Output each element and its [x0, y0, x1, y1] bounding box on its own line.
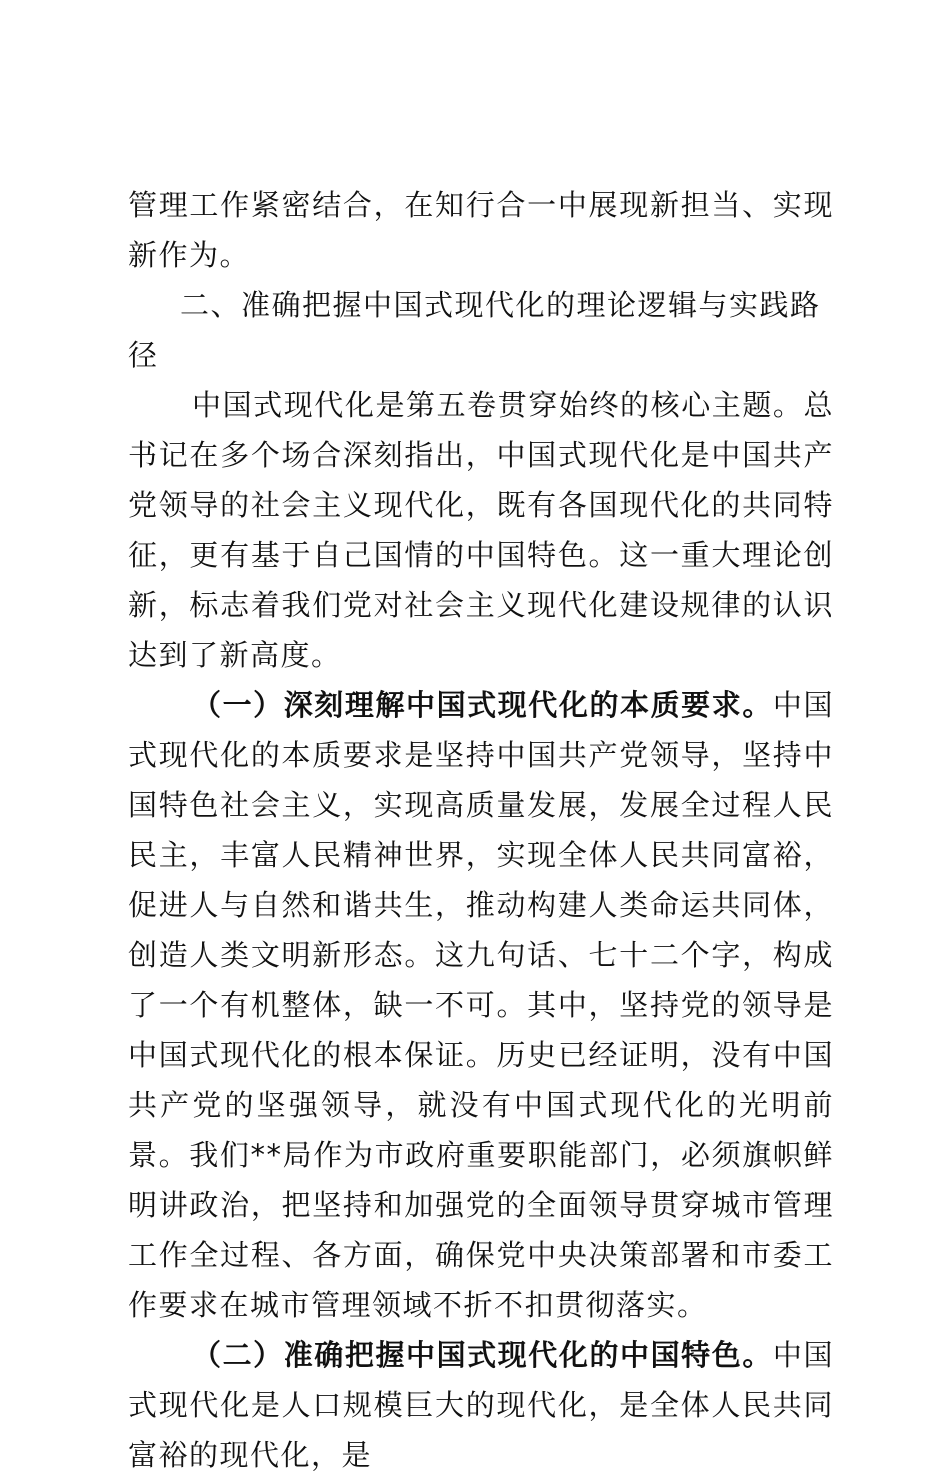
- paragraph-body: 中国式现代化是第五卷贯穿始终的核心主题。总书记在多个场合深刻指出，中国式现代化是中国共产党领导的社会主义现代化，既有各国现代化的共同特征，更有基于自己国情的中国特色。这一重大理论创新，标志着我们党对社会主义现代化建设规律的认识达到了新高度。: [128, 388, 834, 672]
- paragraph-subsection-1: [128, 680, 834, 1330]
- subsection-1-text: 中国式现代化的本质要求是坚持中国共产党领导，坚持中国特色社会主义，实现高质量发展，发展全过程人民民主，丰富人民精神世界，实现全体人民共同富裕，促进人与自然和谐共生，推动构建人类命运共同体，创造人类文明新形态。这九句话、七十二个字，构成了一个有机整体，缺一不可。其中，坚持党的领导是中国式现代化的根本保证。历史已经证明，没有中国共产党的坚强领导，就没有中国式现代化的光明前景。我们**局作为市政府重要职能部门，必须旗帜鲜明讲政治，把坚持和加强党的全面领导贯穿城市管理工作全过程、各方面，确保党中央决策部署和市委工作要求在城市管理领域不折不扣贯彻落实。: [128, 688, 834, 1322]
- paragraph-subsection-2: [128, 1330, 834, 1480]
- paragraph-continuation: 管理工作紧密结合，在知行合一中展现新担当、实现新作为。: [128, 188, 834, 272]
- subsection-2-text: 中国式现代化是人口规模巨大的现代化，是全体人民共同富裕的现代化，是: [128, 1338, 834, 1472]
- document-page: [128, 180, 834, 1480]
- subsection-2-heading: （二）准确把握中国式现代化的中国特色。: [192, 1338, 773, 1372]
- subsection-1-heading: （一）深刻理解中国式现代化的本质要求。: [192, 688, 773, 722]
- section-heading: 二、准确把握中国式现代化的理论逻辑与实践路径: [128, 288, 821, 372]
